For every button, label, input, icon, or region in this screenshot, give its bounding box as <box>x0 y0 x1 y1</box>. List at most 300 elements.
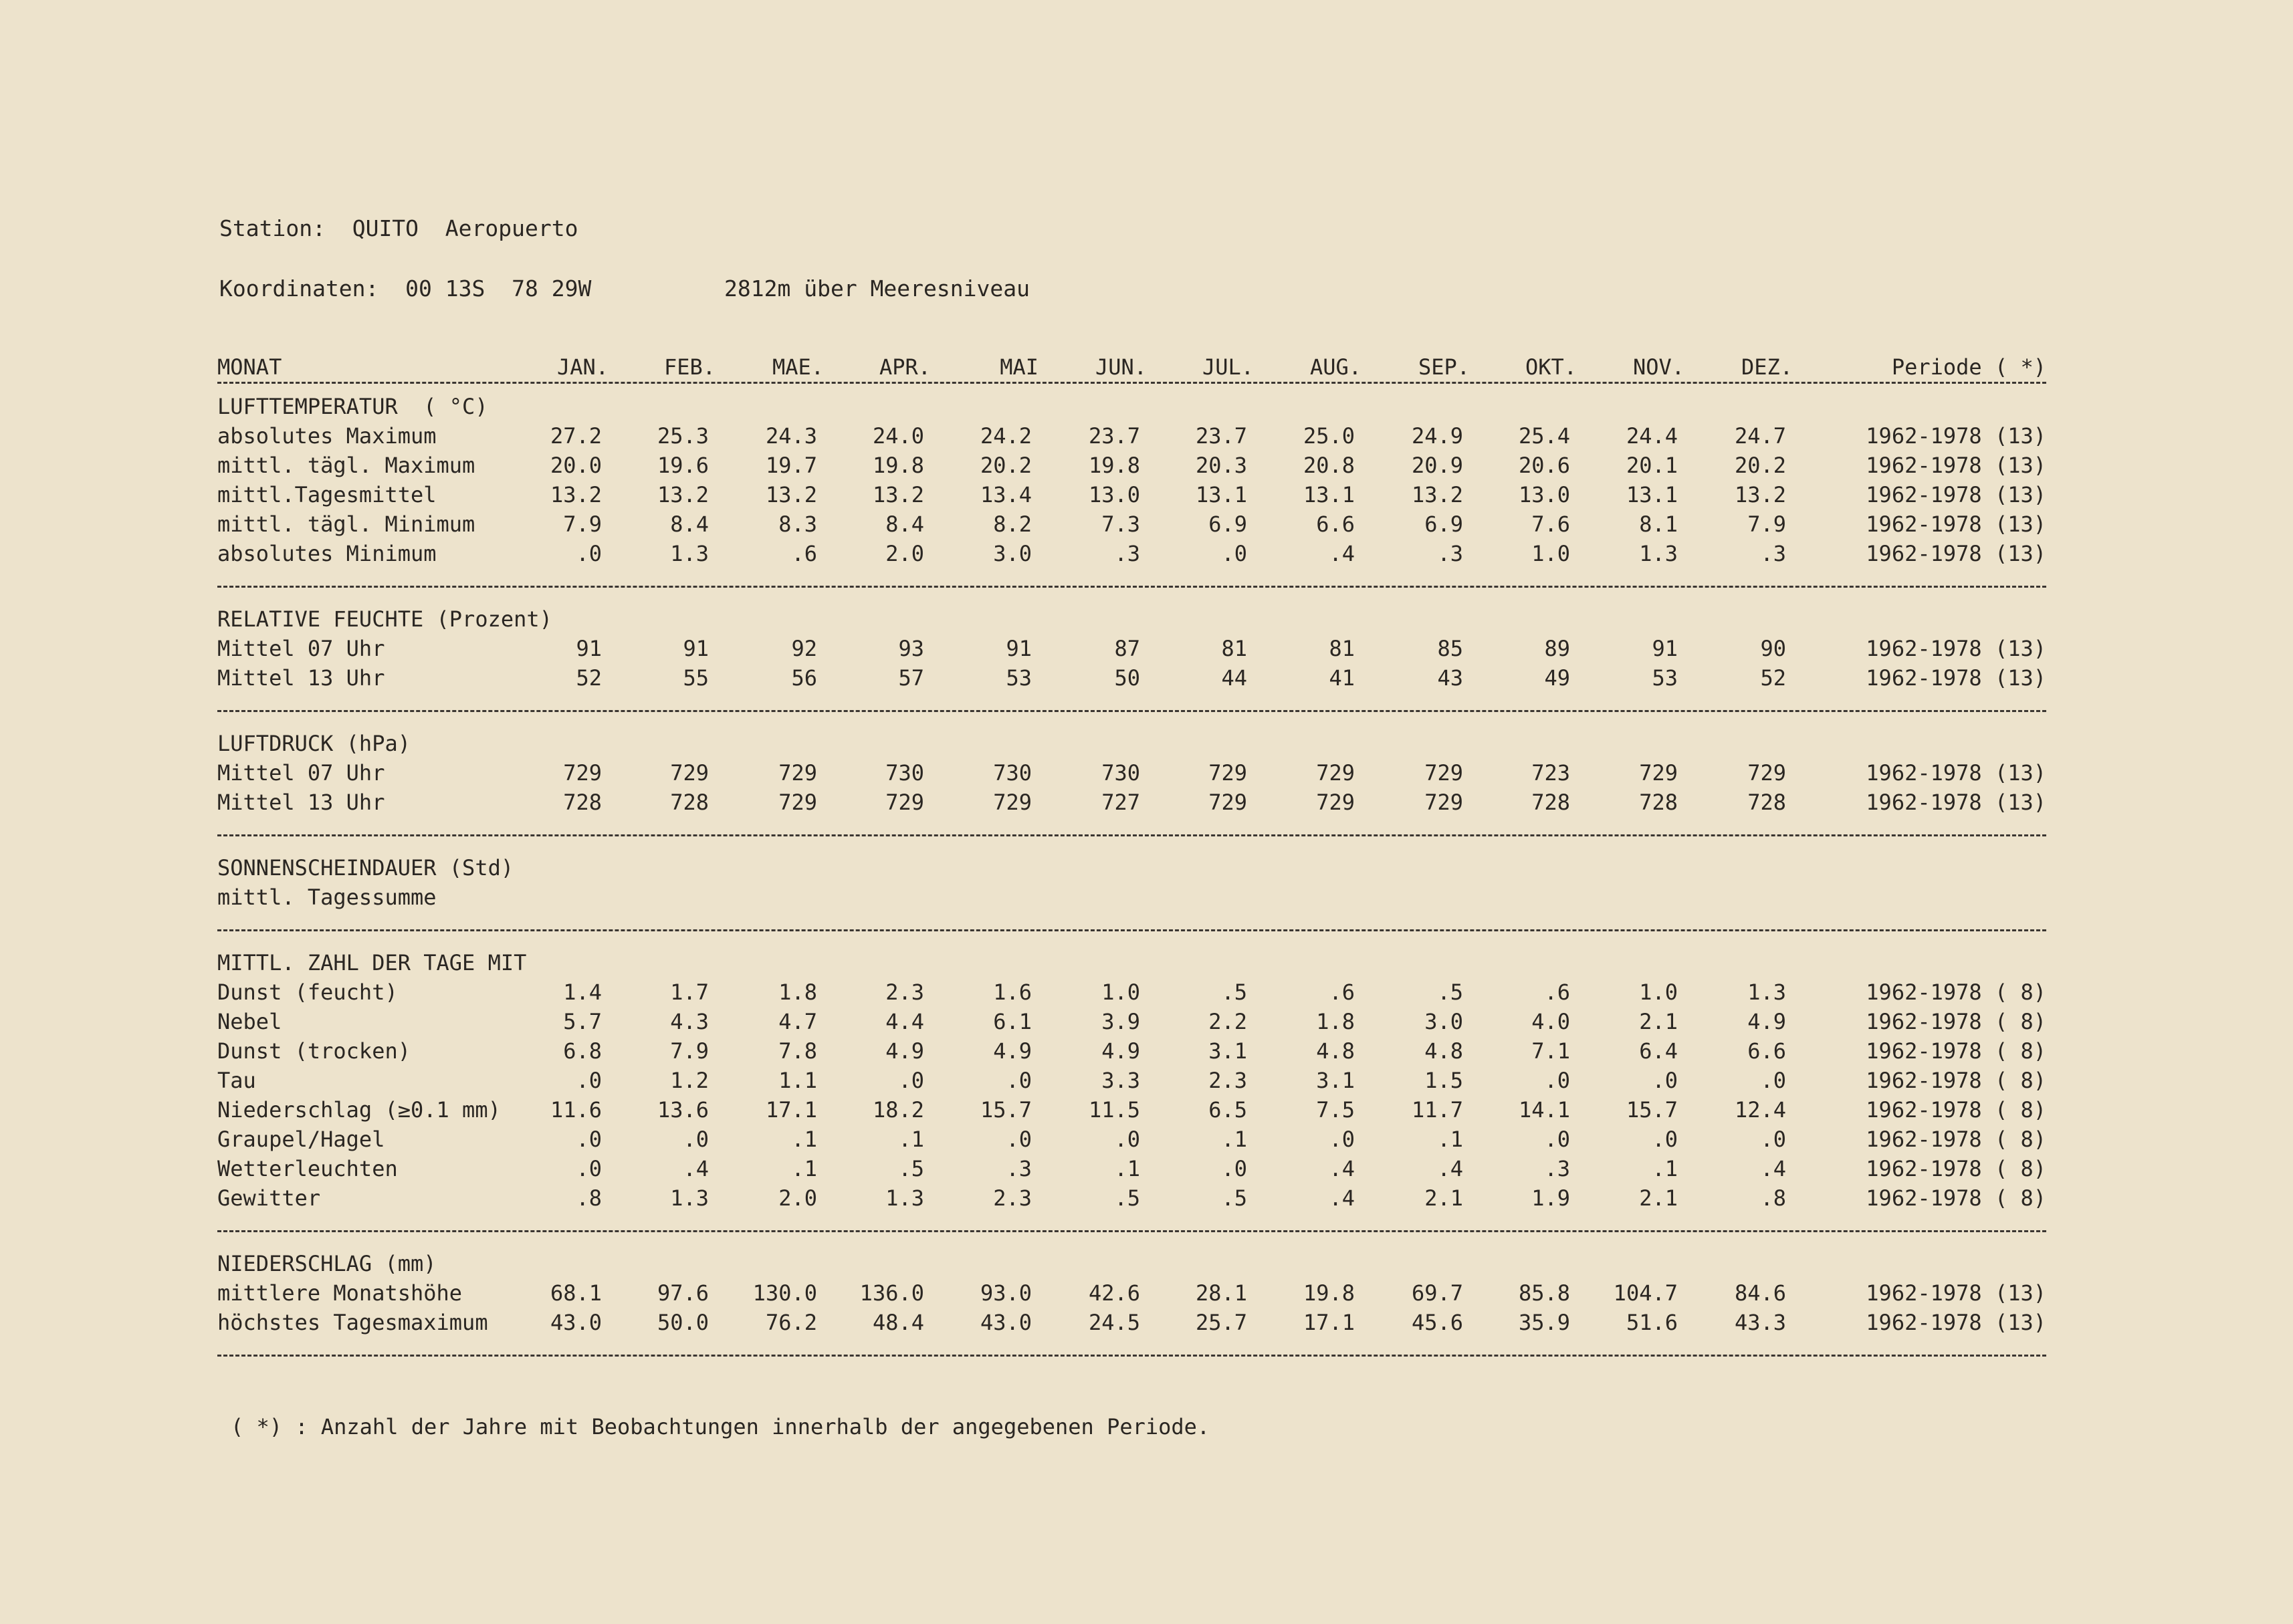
value-cell: 728 <box>563 790 602 815</box>
value-cell: 13.0 <box>1518 482 1570 507</box>
table-row <box>217 423 2046 453</box>
value-cell: 8.4 <box>670 511 709 537</box>
station-line <box>219 215 578 241</box>
value-cell: 13.2 <box>765 482 817 507</box>
period-cell: 1962-1978 ( 8) <box>1866 1097 2046 1123</box>
value-cell: 13.2 <box>550 482 602 507</box>
value-cell: 130.0 <box>752 1280 817 1306</box>
value-cell: 4.9 <box>885 1038 924 1064</box>
value-cell: 13.1 <box>1303 482 1355 507</box>
header-row <box>217 354 2046 384</box>
period-cell: 1962-1978 (13) <box>1866 482 2046 507</box>
value-cell: 4.8 <box>1424 1038 1463 1064</box>
value-cell: 24.4 <box>1626 423 1678 449</box>
section-title <box>217 950 2046 979</box>
row-label: Graupel/Hagel <box>217 1127 385 1152</box>
value-cell: 69.7 <box>1411 1280 1463 1306</box>
period-cell: 1962-1978 ( 8) <box>1866 1185 2046 1211</box>
value-cell: 24.9 <box>1411 423 1463 449</box>
value-cell: .6 <box>1329 979 1355 1005</box>
value-cell: 53 <box>1006 665 1032 691</box>
value-cell: 19.6 <box>657 453 709 478</box>
value-cell: 6.9 <box>1208 511 1247 537</box>
value-cell: 729 <box>1208 760 1247 786</box>
period-cell: 1962-1978 (13) <box>1866 665 2046 691</box>
value-cell: .6 <box>1544 979 1570 1005</box>
value-cell: .8 <box>1760 1185 1786 1211</box>
row-label: Dunst (feucht) <box>217 979 398 1005</box>
row-label: Dunst (trocken) <box>217 1038 411 1064</box>
value-cell: 2.1 <box>1639 1009 1678 1034</box>
value-cell: .0 <box>1006 1127 1032 1152</box>
value-cell: 4.9 <box>993 1038 1032 1064</box>
value-cell: 7.1 <box>1531 1038 1570 1064</box>
value-cell: .4 <box>1329 1156 1355 1181</box>
value-cell: 23.7 <box>1088 423 1140 449</box>
value-cell: 11.7 <box>1411 1097 1463 1123</box>
table-row <box>217 1127 2046 1156</box>
value-cell: 7.8 <box>778 1038 817 1064</box>
table-row <box>217 1156 2046 1185</box>
footnote: ( *) : Anzahl der Jahre mit Beobachtungen innerhalb der angegebenen Periode. <box>231 1414 1210 1439</box>
value-cell: .4 <box>1760 1156 1786 1181</box>
value-cell: 19.8 <box>1088 453 1140 478</box>
value-cell: 91 <box>576 636 602 661</box>
value-cell: .5 <box>1437 979 1463 1005</box>
value-cell: 28.1 <box>1195 1280 1247 1306</box>
period-cell: 1962-1978 (13) <box>1866 1280 2046 1306</box>
value-cell: 19.8 <box>872 453 924 478</box>
table-row <box>217 760 2046 790</box>
period-cell: 1962-1978 (13) <box>1866 790 2046 815</box>
value-cell: 18.2 <box>872 1097 924 1123</box>
value-cell: .0 <box>898 1068 924 1093</box>
value-cell: 1.3 <box>885 1185 924 1211</box>
value-cell: 727 <box>1101 790 1140 815</box>
value-cell: 4.9 <box>1747 1009 1786 1034</box>
table-row <box>217 979 2046 1009</box>
value-cell: 1.8 <box>778 979 817 1005</box>
row-label: absolutes Maximum <box>217 423 437 449</box>
table-row <box>217 665 2046 695</box>
table-row <box>217 1097 2046 1127</box>
value-cell: .1 <box>791 1127 817 1152</box>
value-cell: 20.8 <box>1303 453 1355 478</box>
value-cell: 728 <box>1531 790 1570 815</box>
value-cell: 43 <box>1437 665 1463 691</box>
value-cell: .0 <box>1544 1068 1570 1093</box>
value-cell: 13.1 <box>1626 482 1678 507</box>
value-cell: 6.6 <box>1316 511 1355 537</box>
value-cell: 17.1 <box>1303 1310 1355 1335</box>
month-header-12: DEZ. <box>1741 354 1793 380</box>
table-row <box>217 511 2046 541</box>
value-cell: 85 <box>1437 636 1463 661</box>
value-cell: .0 <box>576 1068 602 1093</box>
value-cell: 20.0 <box>550 453 602 478</box>
value-cell: .5 <box>898 1156 924 1181</box>
value-cell: 1.3 <box>1639 541 1678 566</box>
value-cell: 4.4 <box>885 1009 924 1034</box>
value-cell: 729 <box>1424 790 1463 815</box>
value-cell: .0 <box>1652 1127 1678 1152</box>
value-cell: 44 <box>1221 665 1247 691</box>
row-label: Mittel 07 Uhr <box>217 636 385 661</box>
table-row <box>217 1009 2046 1038</box>
value-cell: 1.0 <box>1531 541 1570 566</box>
value-cell: 50.0 <box>657 1310 709 1335</box>
value-cell: 24.7 <box>1734 423 1786 449</box>
value-cell: 20.2 <box>980 453 1032 478</box>
value-cell: .1 <box>1652 1156 1678 1181</box>
value-cell: 729 <box>1424 760 1463 786</box>
value-cell: 24.3 <box>765 423 817 449</box>
month-header-4: APR. <box>879 354 931 380</box>
dashed-separator <box>217 695 2046 712</box>
section-title <box>217 394 2046 423</box>
section-gap <box>217 847 2046 855</box>
value-cell: 1.3 <box>1747 979 1786 1005</box>
section-gap <box>217 723 2046 731</box>
value-cell: 91 <box>1652 636 1678 661</box>
value-cell: 7.3 <box>1101 511 1140 537</box>
dashed-separator <box>217 1215 2046 1232</box>
value-cell: 1.9 <box>1531 1185 1570 1211</box>
value-cell: 7.6 <box>1531 511 1570 537</box>
value-cell: 8.4 <box>885 511 924 537</box>
value-cell: 19.8 <box>1303 1280 1355 1306</box>
value-cell: 8.1 <box>1639 511 1678 537</box>
header-label: MONAT <box>217 354 282 380</box>
value-cell: 8.3 <box>778 511 817 537</box>
value-cell: 3.1 <box>1208 1038 1247 1064</box>
value-cell: 45.6 <box>1411 1310 1463 1335</box>
value-cell: 1.0 <box>1639 979 1678 1005</box>
row-label: Niederschlag (≥0.1 mm) <box>217 1097 501 1123</box>
value-cell: 729 <box>993 790 1032 815</box>
value-cell: 81 <box>1221 636 1247 661</box>
value-cell: .5 <box>1221 979 1247 1005</box>
value-cell: 729 <box>1639 760 1678 786</box>
month-header-10: OKT. <box>1525 354 1577 380</box>
value-cell: .1 <box>791 1156 817 1181</box>
value-cell: .3 <box>1760 541 1786 566</box>
value-cell: 25.0 <box>1303 423 1355 449</box>
value-cell: 13.6 <box>657 1097 709 1123</box>
value-cell: 3.0 <box>993 541 1032 566</box>
value-cell: 27.2 <box>550 423 602 449</box>
value-cell: 48.4 <box>872 1310 924 1335</box>
value-cell: 728 <box>1639 790 1678 815</box>
row-label: höchstes Tagesmaximum <box>217 1310 488 1335</box>
coordinates-line <box>219 275 1030 302</box>
value-cell: 729 <box>1208 790 1247 815</box>
value-cell: 14.1 <box>1518 1097 1570 1123</box>
row-label: Mittel 13 Uhr <box>217 665 385 691</box>
period-cell: 1962-1978 ( 8) <box>1866 1009 2046 1034</box>
value-cell: .0 <box>1760 1127 1786 1152</box>
month-header-2: FEB. <box>663 354 716 380</box>
value-cell: 729 <box>1316 760 1355 786</box>
value-cell: 13.0 <box>1088 482 1140 507</box>
row-label: Mittel 13 Uhr <box>217 790 385 815</box>
value-cell: .5 <box>1114 1185 1140 1211</box>
value-cell: 4.3 <box>670 1009 709 1034</box>
value-cell: .3 <box>1006 1156 1032 1181</box>
value-cell: 723 <box>1531 760 1570 786</box>
table-row <box>217 636 2046 665</box>
row-label: Mittel 07 Uhr <box>217 760 385 786</box>
value-cell: .4 <box>1437 1156 1463 1181</box>
dashed-separator <box>217 1339 2046 1357</box>
value-cell: 1.8 <box>1316 1009 1355 1034</box>
section-title-text: LUFTTEMPERATUR ( °C) <box>217 394 488 419</box>
period-cell: 1962-1978 ( 8) <box>1866 1127 2046 1152</box>
value-cell: 729 <box>1316 790 1355 815</box>
period-cell: 1962-1978 ( 8) <box>1866 1068 2046 1093</box>
period-cell: 1962-1978 (13) <box>1866 453 2046 478</box>
value-cell: 42.6 <box>1088 1280 1140 1306</box>
value-cell: .6 <box>791 541 817 566</box>
value-cell: 24.5 <box>1088 1310 1140 1335</box>
period-cell: 1962-1978 (13) <box>1866 511 2046 537</box>
value-cell: 1.3 <box>670 1185 709 1211</box>
value-cell: 13.2 <box>1411 482 1463 507</box>
climate-table <box>217 354 2046 1367</box>
value-cell: 2.1 <box>1424 1185 1463 1211</box>
section-title-text: NIEDERSCHLAG (mm) <box>217 1251 437 1276</box>
value-cell: 11.5 <box>1088 1097 1140 1123</box>
value-cell: .1 <box>1437 1127 1463 1152</box>
row-label: mittl.Tagesmittel <box>217 482 437 507</box>
value-cell: 730 <box>1101 760 1140 786</box>
value-cell: 68.1 <box>550 1280 602 1306</box>
value-cell: 20.2 <box>1734 453 1786 478</box>
section-title-text: LUFTDRUCK (hPa) <box>217 731 411 756</box>
month-header-3: MAE. <box>772 354 824 380</box>
value-cell: 24.0 <box>872 423 924 449</box>
row-label: mittl. Tagessumme <box>217 885 437 910</box>
value-cell: 43.0 <box>550 1310 602 1335</box>
value-cell: 104.7 <box>1613 1280 1678 1306</box>
value-cell: .0 <box>576 1127 602 1152</box>
month-header-6: JUN. <box>1095 354 1147 380</box>
section-title-text: MITTL. ZAHL DER TAGE MIT <box>217 950 527 975</box>
value-cell: 41 <box>1329 665 1355 691</box>
value-cell: .3 <box>1544 1156 1570 1181</box>
section-gap <box>217 598 2046 606</box>
value-cell: 2.0 <box>778 1185 817 1211</box>
row-label: mittl. tägl. Maximum <box>217 453 475 478</box>
table-row <box>217 453 2046 482</box>
value-cell: 3.1 <box>1316 1068 1355 1093</box>
value-cell: 25.4 <box>1518 423 1570 449</box>
value-cell: 1.0 <box>1101 979 1140 1005</box>
value-cell: 12.4 <box>1734 1097 1786 1123</box>
value-cell: .4 <box>1329 1185 1355 1211</box>
value-cell: 55 <box>683 665 709 691</box>
value-cell: .8 <box>576 1185 602 1211</box>
value-cell: 15.7 <box>1626 1097 1678 1123</box>
value-cell: .1 <box>1114 1156 1140 1181</box>
section-title-text: RELATIVE FEUCHTE (Prozent) <box>217 606 552 632</box>
value-cell: 24.2 <box>980 423 1032 449</box>
value-cell: 2.1 <box>1639 1185 1678 1211</box>
period-cell: 1962-1978 (13) <box>1866 541 2046 566</box>
value-cell: 90 <box>1760 636 1786 661</box>
value-cell: 52 <box>1760 665 1786 691</box>
value-cell: 81 <box>1329 636 1355 661</box>
value-cell: 13.1 <box>1195 482 1247 507</box>
month-header-7: JUL. <box>1202 354 1254 380</box>
value-cell: 84.6 <box>1734 1280 1786 1306</box>
station-label: Station: <box>219 215 326 241</box>
value-cell: 730 <box>885 760 924 786</box>
value-cell: 729 <box>778 760 817 786</box>
period-cell: 1962-1978 (13) <box>1866 760 2046 786</box>
value-cell: 2.3 <box>885 979 924 1005</box>
month-header-5: MAI <box>1000 354 1039 380</box>
value-cell: .5 <box>1221 1185 1247 1211</box>
value-cell: 3.9 <box>1101 1009 1140 1034</box>
table-row <box>217 885 2046 914</box>
value-cell: 6.1 <box>993 1009 1032 1034</box>
value-cell: 5.7 <box>563 1009 602 1034</box>
value-cell: 87 <box>1114 636 1140 661</box>
row-label: mittlere Monatshöhe <box>217 1280 463 1306</box>
value-cell: 89 <box>1544 636 1570 661</box>
value-cell: 97.6 <box>657 1280 709 1306</box>
value-cell: 8.2 <box>993 511 1032 537</box>
section-gap <box>217 942 2046 950</box>
table-row <box>217 541 2046 570</box>
value-cell: 1.1 <box>778 1068 817 1093</box>
value-cell: .0 <box>576 541 602 566</box>
value-cell: 25.7 <box>1195 1310 1247 1335</box>
value-cell: 4.9 <box>1101 1038 1140 1064</box>
value-cell: .4 <box>1329 541 1355 566</box>
value-cell: 13.2 <box>872 482 924 507</box>
value-cell: 91 <box>683 636 709 661</box>
value-cell: 20.3 <box>1195 453 1247 478</box>
month-header-1: JAN. <box>556 354 609 380</box>
value-cell: 20.9 <box>1411 453 1463 478</box>
section-gap <box>217 1243 2046 1251</box>
value-cell: 49 <box>1544 665 1570 691</box>
value-cell: .0 <box>1760 1068 1786 1093</box>
value-cell: 23.7 <box>1195 423 1247 449</box>
value-cell: 25.3 <box>657 423 709 449</box>
value-cell: 57 <box>898 665 924 691</box>
period-cell: 1962-1978 ( 8) <box>1866 1156 2046 1181</box>
period-cell: 1962-1978 ( 8) <box>1866 979 2046 1005</box>
value-cell: .0 <box>1221 541 1247 566</box>
section-title <box>217 606 2046 636</box>
value-cell: 91 <box>1006 636 1032 661</box>
value-cell: 1.7 <box>670 979 709 1005</box>
value-cell: 20.6 <box>1518 453 1570 478</box>
value-cell: 2.3 <box>993 1185 1032 1211</box>
value-cell: 729 <box>1747 760 1786 786</box>
value-cell: .1 <box>898 1127 924 1152</box>
value-cell: 56 <box>791 665 817 691</box>
month-header-9: SEP. <box>1418 354 1470 380</box>
row-label: Tau <box>217 1068 256 1093</box>
month-header-8: AUG. <box>1309 354 1361 380</box>
value-cell: 35.9 <box>1518 1310 1570 1335</box>
value-cell: 52 <box>576 665 602 691</box>
value-cell: 7.9 <box>563 511 602 537</box>
value-cell: 93 <box>898 636 924 661</box>
row-label: Wetterleuchten <box>217 1156 398 1181</box>
value-cell: 729 <box>885 790 924 815</box>
value-cell: 85.8 <box>1518 1280 1570 1306</box>
value-cell: .1 <box>1221 1127 1247 1152</box>
period-cell: 1962-1978 ( 8) <box>1866 1038 2046 1064</box>
value-cell: 136.0 <box>859 1280 924 1306</box>
value-cell: .0 <box>1544 1127 1570 1152</box>
value-cell: 6.8 <box>563 1038 602 1064</box>
table-row <box>217 1280 2046 1310</box>
value-cell: 1.2 <box>670 1068 709 1093</box>
period-cell: 1962-1978 (13) <box>1866 1310 2046 1335</box>
value-cell: 50 <box>1114 665 1140 691</box>
value-cell: .4 <box>683 1156 709 1181</box>
row-label: Gewitter <box>217 1185 321 1211</box>
coordinates-value: 00 13S 78 29W <box>405 275 592 302</box>
value-cell: 4.7 <box>778 1009 817 1034</box>
value-cell: .3 <box>1437 541 1463 566</box>
value-cell: 7.9 <box>1747 511 1786 537</box>
value-cell: 17.1 <box>765 1097 817 1123</box>
value-cell: 19.7 <box>765 453 817 478</box>
station-name: QUITO Aeropuerto <box>352 215 578 241</box>
value-cell: 15.7 <box>980 1097 1032 1123</box>
value-cell: 729 <box>563 760 602 786</box>
section-title <box>217 731 2046 760</box>
row-label: Nebel <box>217 1009 282 1034</box>
value-cell: 51.6 <box>1626 1310 1678 1335</box>
row-label: absolutes Minimum <box>217 541 437 566</box>
value-cell: 1.6 <box>993 979 1032 1005</box>
value-cell: .0 <box>1652 1068 1678 1093</box>
value-cell: 729 <box>778 790 817 815</box>
value-cell: 2.0 <box>885 541 924 566</box>
row-label: mittl. tägl. Minimum <box>217 511 475 537</box>
period-header: Periode ( *) <box>1891 354 2046 380</box>
table-row <box>217 1068 2046 1097</box>
value-cell: 6.4 <box>1639 1038 1678 1064</box>
value-cell: 6.6 <box>1747 1038 1786 1064</box>
value-cell: 728 <box>670 790 709 815</box>
table-row <box>217 1310 2046 1339</box>
value-cell: 13.4 <box>980 482 1032 507</box>
section-title <box>217 855 2046 885</box>
value-cell: 1.4 <box>563 979 602 1005</box>
value-cell: 43.0 <box>980 1310 1032 1335</box>
value-cell: 730 <box>993 760 1032 786</box>
table-row <box>217 1185 2046 1215</box>
value-cell: 92 <box>791 636 817 661</box>
value-cell: 13.2 <box>1734 482 1786 507</box>
value-cell: 76.2 <box>765 1310 817 1335</box>
table-row <box>217 1038 2046 1068</box>
value-cell: .0 <box>1006 1068 1032 1093</box>
section-gap <box>217 386 2046 394</box>
value-cell: .0 <box>683 1127 709 1152</box>
section-title <box>217 1251 2046 1280</box>
value-cell: 13.2 <box>657 482 709 507</box>
